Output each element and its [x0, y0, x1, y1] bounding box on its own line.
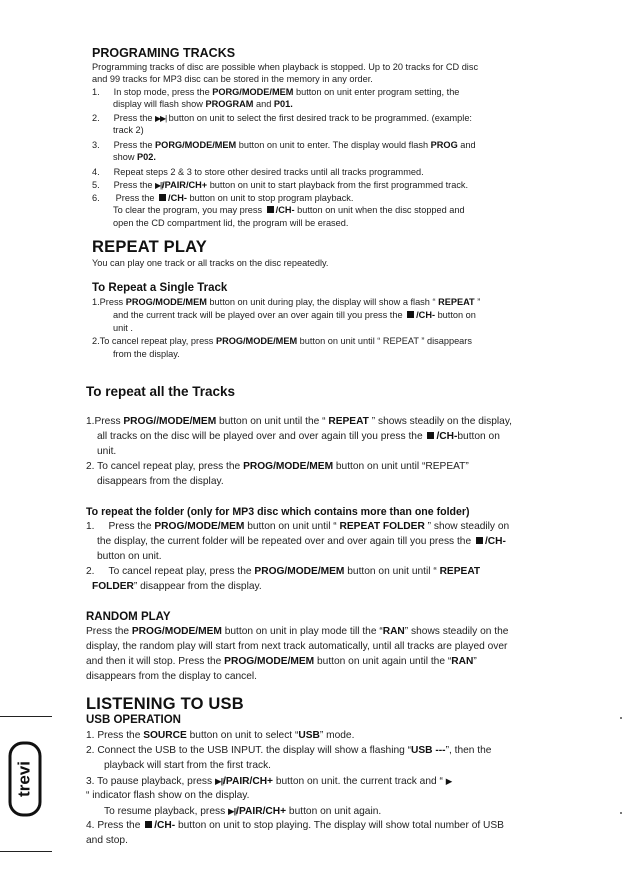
play-pause-icon: ▶|| [155, 181, 163, 190]
random-line-4: disappears from the display to cancel. [86, 671, 258, 682]
margin-mark [620, 717, 622, 719]
repeat-all-heading: To repeat all the Tracks [86, 384, 236, 399]
prog-step-2-line-1: 2. Press the ▶▶| button on unit to select the first desired track to be programmed. (example: [92, 113, 472, 123]
usb-step-3-line-2: “ indicator flash show on the display. [86, 790, 250, 801]
prog-step-6-line-3: open the CD compartment lid, the program will be erased. [113, 218, 349, 228]
prog-step-6-line-2: To clear the program, you may press /CH- button on unit when the disc stopped and [113, 205, 465, 215]
repeat-folder-line-2: the display, the current folder will be repeated over and over again till you press the /CH- [97, 536, 506, 547]
usb-step-4-line-2: and stop. [86, 835, 128, 846]
stop-icon [427, 432, 434, 439]
repeat-intro: You can play one track or all tracks on the disc repeatedly. [92, 258, 329, 268]
repeat-folder-cancel-line-1: 2. To cancel repeat play, press the PROG/MODE/MEM button on unit until “ REPEAT [86, 566, 481, 577]
play-icon: ▶ [445, 776, 452, 786]
margin-rule-top [0, 716, 52, 717]
repeat-play-heading: REPEAT PLAY [92, 238, 207, 256]
repeat-folder-cancel-line-2: FOLDER” disappear from the display. [92, 581, 262, 592]
random-line-2: display, the random play will start from next track automatically, until all tracks are played over [86, 641, 508, 652]
prog-intro-line-2: and 99 tracks for MP3 disc can be stored in the memory in any order. [92, 74, 373, 84]
usb-step-3-line-3: To resume playback, press ▶||/PAIR/CH+ button on unit again. [104, 806, 382, 817]
svg-text:trevi: trevi [14, 761, 34, 797]
prog-step-2-line-2: track 2) [113, 125, 144, 135]
stop-icon [145, 821, 152, 828]
repeat-folder-line-3: button on unit. [97, 551, 162, 562]
random-play-heading: RANDOM PLAY [86, 611, 171, 623]
prog-step-3-line-2: show P02. [113, 152, 156, 162]
usb-step-4-line-1: 4. Press the /CH- button on unit to stop playing. The display will show total number of USB [86, 820, 504, 831]
play-pause-icon: ▶|| [214, 776, 224, 786]
repeat-all-line-1: 1.Press PROG//MODE/MEM button on unit until the “ REPEAT ” shows steadily on the display, [86, 416, 512, 427]
prog-step-4: 4. Repeat steps 2 & 3 to store other desired tracks until all tracks programmed. [92, 167, 424, 177]
repeat-single-cancel-line-2: from the display. [113, 349, 180, 359]
repeat-folder-heading: To repeat the folder (only for MP3 disc which contains more than one folder) [86, 506, 470, 518]
margin-mark [620, 812, 622, 814]
prog-step-6-line-1: 6. Press the /CH- button on unit to stop program playback. [92, 193, 354, 203]
usb-step-1: 1. Press the SOURCE button on unit to select “USB” mode. [86, 730, 355, 741]
margin-rule-bottom [0, 851, 52, 852]
programing-tracks-heading: PROGRAMING TRACKS [92, 46, 236, 60]
repeat-single-line-1: 1.Press PROG/MODE/MEM button on unit during play, the display will show a flash “ REPEAT ” [92, 297, 481, 307]
repeat-all-cancel-line-1: 2. To cancel repeat play, press the PROG/MODE/MEM button on unit until “REPEAT” [86, 461, 469, 472]
usb-step-2-line-2: playback will start from the first track. [104, 760, 272, 771]
random-line-3: and then it will stop. Press the PROG/MODE/MEM button on unit again until the “RAN” [86, 656, 477, 667]
stop-icon [267, 206, 274, 213]
repeat-all-line-2: all tracks on the disc will be played over and over again till you press the /CH-button on [97, 431, 500, 442]
prog-step-1-line-1: 1. In stop mode, press the PORG/MODE/MEM button on unit enter program setting, the [92, 87, 460, 97]
repeat-all-line-3: unit. [97, 446, 117, 457]
prog-step-1-line-2: display will flash show PROGRAM and P01. [113, 99, 293, 109]
listening-to-usb-heading: LISTENING TO USB [86, 695, 244, 713]
repeat-single-heading: To Repeat a Single Track [92, 282, 228, 294]
stop-icon [159, 194, 166, 201]
trevi-logo [8, 741, 42, 817]
usb-step-3-line-1: 3. To pause playback, press ▶||/PAIR/CH+ button on unit. the current track and “ ▶ [86, 776, 452, 787]
repeat-folder-line-1: 1. Press the PROG/MODE/MEM button on unit until “ REPEAT FOLDER ” show steadily on [86, 521, 510, 532]
repeat-all-cancel-line-2: disappears from the display. [97, 476, 224, 487]
prog-intro-line-1: Programming tracks of disc are possible when playback is stopped. Up to 20 tracks for CD disc [92, 62, 479, 72]
stop-icon [476, 537, 483, 544]
prog-step-3-line-1: 3. Press the PORG/MODE/MEM button on unit to enter. The display would flash PROG and [92, 140, 476, 150]
stop-icon [407, 311, 414, 318]
play-pause-icon: ▶|| [228, 806, 237, 816]
random-line-1: Press the PROG/MODE/MEM button on unit in play mode till the “RAN” shows steadily on the [86, 626, 509, 637]
usb-step-2-line-1: 2. Connect the USB to the USB INPUT. the display will show a flashing “USB ---”, then the [86, 745, 492, 756]
prog-step-5: 5. Press the ▶||/PAIR/CH+ button on unit to start playback from the first programmed track. [92, 180, 469, 190]
repeat-single-line-3: unit . [113, 323, 133, 333]
usb-operation-heading: USB OPERATION [86, 714, 181, 726]
repeat-single-line-2: and the current track will be played over an over again till you press the /CH- button on [113, 310, 476, 320]
next-track-icon: ▶▶| [155, 114, 167, 123]
repeat-single-cancel-line-1: 2.To cancel repeat play, press PROG/MODE/MEM button on unit until “ REPEAT ” disappears [92, 336, 472, 346]
